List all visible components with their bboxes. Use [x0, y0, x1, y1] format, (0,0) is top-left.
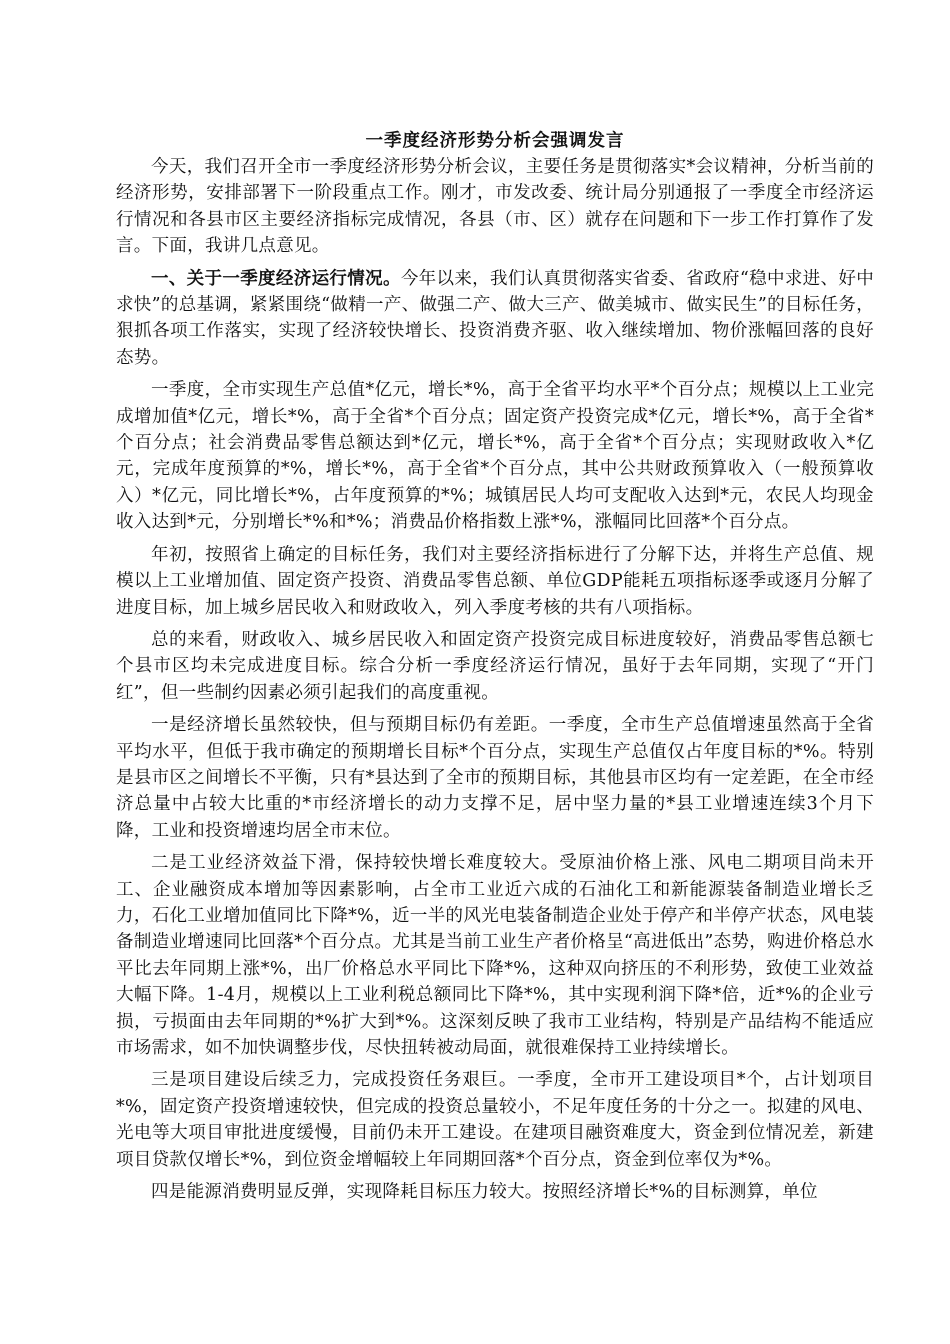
document-title: 一季度经济形势分析会强调发言	[365, 131, 625, 151]
paragraph-4	[116, 542, 874, 621]
paragraph-text: 年初，按照省上确定的目标任务，我们对主要经济指标进行了分解下达，并将生产总值、规模以上工业增加值、固定资产投资、消费品零售总额、单位GDP能耗五项指标逐季或逐月分解了进度目标，加上城乡居民收入和财政收入，列入季度考核的共有八项指标。	[116, 544, 874, 618]
paragraph-6	[116, 712, 874, 844]
paragraph-1	[116, 154, 874, 260]
paragraph-text: 二是工业经济效益下滑，保持较快增长难度较大。受原油价格上涨、风电二期项目尚未开工、企业融资成本增加等因素影响，占全市工业近六成的石油化工和新能源装备制造业增长乏力，石化工业增加值同比下降*%，近一半的风光电装备制造企业处于停产和半停产状态，风电装备制造业增速同比回落*个百分点。尤其是当前工业生产者价格呈“高进低出”态势，购进价格总水平比去年同期上涨*%，出厂价格总水平同比下降*%，这种双向挤压的不利形势，致使工业效益大幅下降。1-4月，规模以上工业利税总额同比下降*%，其中实现利润下降*倍，近*%的企业亏损，亏损面由去年同期的*%扩大到*%。这深刻反映了我市工业结构，特别是产品结构不能适应市场需求，如不加快调整步伐，尽快扭转被动局面，就很难保持工业持续增长。	[116, 853, 874, 1058]
paragraph-8	[116, 1067, 874, 1173]
paragraph-3	[116, 377, 874, 535]
paragraph-text: 今天，我们召开全市一季度经济形势分析会议，主要任务是贯彻落实*会议精神，分析当前的经济形势，安排部署下一阶段重点工作。刚才，市发改委、统计局分别通报了一季度全市经济运行情况和各县市区主要经济指标完成情况，各县（市、区）就存在问题和下一步工作打算作了发言。下面，我讲几点意见。	[116, 157, 874, 257]
paragraph-text: 一季度，全市实现生产总值*亿元，增长*%，高于全省平均水平*个百分点；规模以上工业完成增加值*亿元，增长*%，高于全省*个百分点；固定资产投资完成*亿元，增长*%，高于全省*个百分点；社会消费品零售总额达到*亿元，增长*%，高于全省*个百分点；实现财政收入*亿元，完成年度预算的*%，增长*%，高于全省*个百分点，其中公共财政预算收入（一般预算收入）*亿元，同比增长*%，占年度预算的*%；城镇居民人均可支配收入达到*元，农民人均现金收入达到*元，分别增长*%和*%；消费品价格指数上涨*%，涨幅同比回落*个百分点。	[116, 380, 874, 533]
paragraph-2	[116, 266, 874, 372]
section-heading: 一、关于一季度经济运行情况。	[151, 268, 401, 289]
paragraph-text: 三是项目建设后续乏力，完成投资任务艰巨。一季度，全市开工建设项目*个，占计划项目*%，固定资产投资增速较快，但完成的投资总量较小，不足年度任务的十分之一。拟建的风电、光电等大项目审批进度缓慢，目前仍未开工建设。在建项目融资难度大，资金到位情况差，新建项目贷款仅增长*%，到位资金增幅较上年同期回落*个百分点，资金到位率仅为*%。	[116, 1070, 874, 1170]
paragraph-text: 今年以来，我们认真贯彻落实省委、省政府“稳中求进、好中求快”的总基调，紧紧围绕“做精一产、做强二产、做大三产、做美城市、做实民生”的目标任务，狠抓各项工作落实，实现了经济较快增长、投资消费齐驱、收入继续增加、物价涨幅回落的良好态势。	[116, 268, 874, 368]
paragraph-7	[116, 850, 874, 1061]
paragraph-text: 四是能源消费明显反弹，实现降耗目标压力较大。按照经济增长*%的目标测算，单位	[151, 1182, 818, 1203]
paragraph-text: 总的来看，财政收入、城乡居民收入和固定资产投资完成目标进度较好，消费品零售总额七个县市区均未完成进度目标。综合分析一季度经济运行情况，虽好于去年同期，实现了“开门红”，但一些制约因素必须引起我们的高度重视。	[116, 629, 874, 703]
paragraph-5	[116, 627, 874, 706]
paragraph-9	[116, 1179, 874, 1205]
document-page	[116, 128, 874, 1211]
paragraph-text: 一是经济增长虽然较快，但与预期目标仍有差距。一季度，全市生产总值增速虽然高于全省平均水平，但低于我市确定的预期增长目标*个百分点，实现生产总值仅占年度目标的*%。特别是县市区之间增长不平衡，只有*县达到了全市的预期目标，其他县市区均有一定差距，在全市经济总量中占较大比重的*市经济增长的动力支撑不足，居中坚力量的*县工业增速连续3个月下降，工业和投资增速均居全市末位。	[116, 715, 874, 841]
